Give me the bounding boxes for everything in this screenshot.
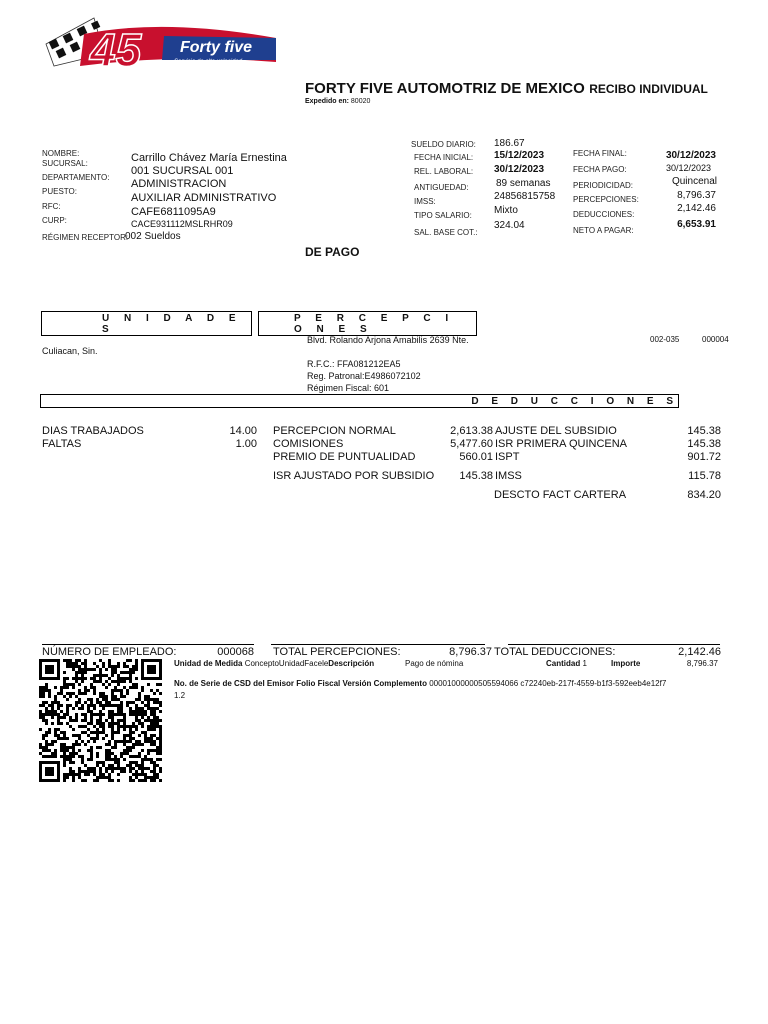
cfdi-cantidad-value: 1 <box>582 659 587 668</box>
percepcion-row-2-concepto: PREMIO DE PUNTUALIDAD <box>273 451 416 463</box>
label-regimen: RÉGIMEN RECEPTOR: <box>42 233 129 242</box>
deduccion-row-1-concepto: ISR PRIMERA QUINCENA <box>495 438 628 450</box>
unidades-header <box>41 311 252 336</box>
percepcion-row-3-concepto: ISR AJUSTADO POR SUBSIDIO <box>273 470 435 482</box>
deduccion-row-3-concepto: IMSS <box>495 470 522 482</box>
value-percepciones-top: 8,796.37 <box>677 190 716 201</box>
label-nombre: NOMBRE: <box>42 149 80 158</box>
deducciones-header-label: D E D U C C I O N E S <box>471 395 678 407</box>
value-tipo-salario: Mixto <box>494 205 518 216</box>
label-fecha-pago: FECHA PAGO: <box>573 165 627 174</box>
percepcion-row-0-concepto: PERCEPCION NORMAL <box>273 425 396 437</box>
address-code1: 002-035 <box>650 335 680 344</box>
value-periodicidad: Quincenal <box>671 176 717 187</box>
deduccion-row-3-importe: 115.78 <box>688 470 721 482</box>
address-street: Blvd. Rolando Arjona Amabilis 2639 Nte. <box>307 335 469 345</box>
unidad-row-0-concepto: DIAS TRABAJADOS <box>42 425 144 437</box>
cfdi-importe-label: Importe <box>611 659 641 668</box>
cfdi-unidad-label: Unidad de Medida <box>174 659 243 668</box>
value-nombre: Carrillo Chávez María Ernestina <box>131 152 287 164</box>
value-curp: CACE931112MSLRHR09 <box>131 219 233 229</box>
percepcion-row-0-importe: 2,613.38 <box>450 425 493 437</box>
unidades-header-label: U N I D A D E S <box>102 312 242 335</box>
cfdi-cantidad <box>546 659 587 668</box>
value-regimen: 002 Sueldos <box>125 231 181 242</box>
label-periodicidad: PERIODICIDAD: <box>573 181 634 190</box>
cfdi-serie-value: 00001000000505594066 c72240eb-217f-4559-b1f3-592eeb4e12f7 <box>429 679 667 688</box>
label-neto: NETO A PAGAR: <box>573 226 634 235</box>
address-rfc: R.F.C.: FFA081212EA5 <box>307 359 401 369</box>
value-neto: 6,653.91 <box>677 219 716 230</box>
cfdi-unidad-value: ConceptoUnidadFacele <box>244 659 329 668</box>
qr-code-icon <box>39 657 162 784</box>
percepcion-row-3-importe: 145.38 <box>459 470 493 482</box>
expedido-en <box>305 98 370 105</box>
address-city: Culiacan, Sin. <box>42 346 98 356</box>
footer-divider-1 <box>42 644 254 645</box>
expedido-value: 80020 <box>350 98 371 105</box>
percepciones-header-label: P E R C E P C I O N E S <box>294 312 455 335</box>
label-rfc: RFC: <box>42 202 61 211</box>
label-rel-laboral: REL. LABORAL: <box>414 167 474 176</box>
label-fecha-final: FECHA FINAL: <box>573 149 627 158</box>
unidad-row-0-valor: 14.00 <box>229 425 257 437</box>
address-regimen-fiscal: Régimen Fiscal: 601 <box>307 383 390 393</box>
qr-modules <box>39 659 162 782</box>
label-sueldo-diario: SUELDO DIARIO: <box>411 140 476 149</box>
deduccion-row-1-importe: 145.38 <box>687 438 721 450</box>
company-logo <box>44 14 278 72</box>
label-antiguedad: ANTIGUEDAD: <box>414 183 469 192</box>
footer-total-ded: 2,142.46 <box>678 646 721 658</box>
value-fecha-pago: 30/12/2023 <box>665 163 711 173</box>
label-deducciones-top: DEDUCCIONES: <box>573 210 635 219</box>
value-rel-laboral: 30/12/2023 <box>494 164 545 175</box>
footer-total-perc-label: TOTAL PERCEPCIONES: <box>273 646 401 658</box>
de-pago-title: DE PAGO <box>305 245 360 259</box>
label-departamento: DEPARTAMENTO: <box>42 173 110 182</box>
footer-divider-2 <box>271 644 485 645</box>
value-puesto: AUXILIAR ADMINISTRATIVO <box>131 192 277 204</box>
document-type: RECIBO INDIVIDUAL <box>589 82 708 96</box>
percepcion-row-1-importe: 5,477.60 <box>450 438 493 450</box>
cfdi-version: 1.2 <box>174 691 186 700</box>
logo-slogan: Servicio de alta velocidad <box>174 59 243 65</box>
address-code2: 000004 <box>702 335 729 344</box>
deducciones-header <box>40 394 679 408</box>
label-curp: CURP: <box>42 216 67 225</box>
label-fecha-inicial: FECHA INICIAL: <box>414 153 474 162</box>
value-antiguedad: 89 semanas <box>496 178 551 189</box>
footer-divider-3 <box>508 644 720 645</box>
unidad-row-1-valor: 1.00 <box>235 438 257 450</box>
logo-number: 45 <box>90 24 142 72</box>
label-percepciones-top: PERCEPCIONES: <box>573 195 639 204</box>
percepcion-row-2-importe: 560.01 <box>459 451 493 463</box>
footer-num-empleado: 000068 <box>217 646 254 658</box>
footer-total-ded-label: TOTAL DEDUCCIONES: <box>494 646 616 658</box>
label-puesto: PUESTO: <box>42 187 77 196</box>
deduccion-row-0-concepto: AJUSTE DEL SUBSIDIO <box>495 425 617 437</box>
value-sucursal: 001 SUCURSAL 001 <box>131 165 234 177</box>
percepcion-row-1-concepto: COMISIONES <box>273 438 344 450</box>
cfdi-serie <box>174 679 666 688</box>
footer-num-empleado-label: NÚMERO DE EMPLEADO: <box>42 646 177 658</box>
deduccion-row-0-importe: 145.38 <box>687 425 721 437</box>
value-sueldo-diario: 186.67 <box>494 138 525 149</box>
expedido-label: Expedido en: <box>305 98 349 105</box>
cfdi-importe-value: 8,796.37 <box>686 659 718 668</box>
company-title <box>305 80 708 98</box>
label-sucursal: SUCURSAL: <box>42 159 88 168</box>
cfdi-unidad <box>174 659 374 668</box>
deduccion-row-4-importe: 834.20 <box>687 489 721 501</box>
value-rfc: CAFE6811095A9 <box>131 206 216 218</box>
cfdi-serie-label: No. de Serie de CSD del Emisor Folio Fiscal Versión Complemento <box>174 679 427 688</box>
deduccion-row-2-concepto: ISPT <box>495 451 520 463</box>
label-tipo-salario: TIPO SALARIO: <box>414 211 472 220</box>
cfdi-cantidad-label: Cantidad <box>546 659 581 668</box>
value-imss: 24856815758 <box>494 191 556 202</box>
percepciones-header <box>258 311 477 336</box>
value-departamento: ADMINISTRACION <box>131 178 227 190</box>
value-fecha-final: 30/12/2023 <box>665 150 716 161</box>
cfdi-desc-label: Descripción <box>328 659 375 668</box>
footer-total-perc: 8,796.37 <box>449 646 492 658</box>
label-imss: IMSS: <box>414 197 436 206</box>
company-name: FORTY FIVE AUTOMOTRIZ DE MEXICO <box>305 80 585 97</box>
label-sal-base: SAL. BASE COT.: <box>414 228 478 237</box>
value-sal-base: 324.04 <box>494 220 525 231</box>
address-reg-patronal: Reg. Patronal:E4986072102 <box>307 371 421 381</box>
logo-brand: Forty five <box>180 39 253 56</box>
deduccion-row-2-importe: 901.72 <box>687 451 721 463</box>
value-fecha-inicial: 15/12/2023 <box>494 150 545 161</box>
value-deducciones-top: 2,142.46 <box>677 203 716 214</box>
cfdi-desc-value: Pago de nómina <box>405 659 464 668</box>
unidad-row-1-concepto: FALTAS <box>42 438 82 450</box>
deduccion-row-4-concepto: DESCTO FACT CARTERA <box>494 489 627 501</box>
